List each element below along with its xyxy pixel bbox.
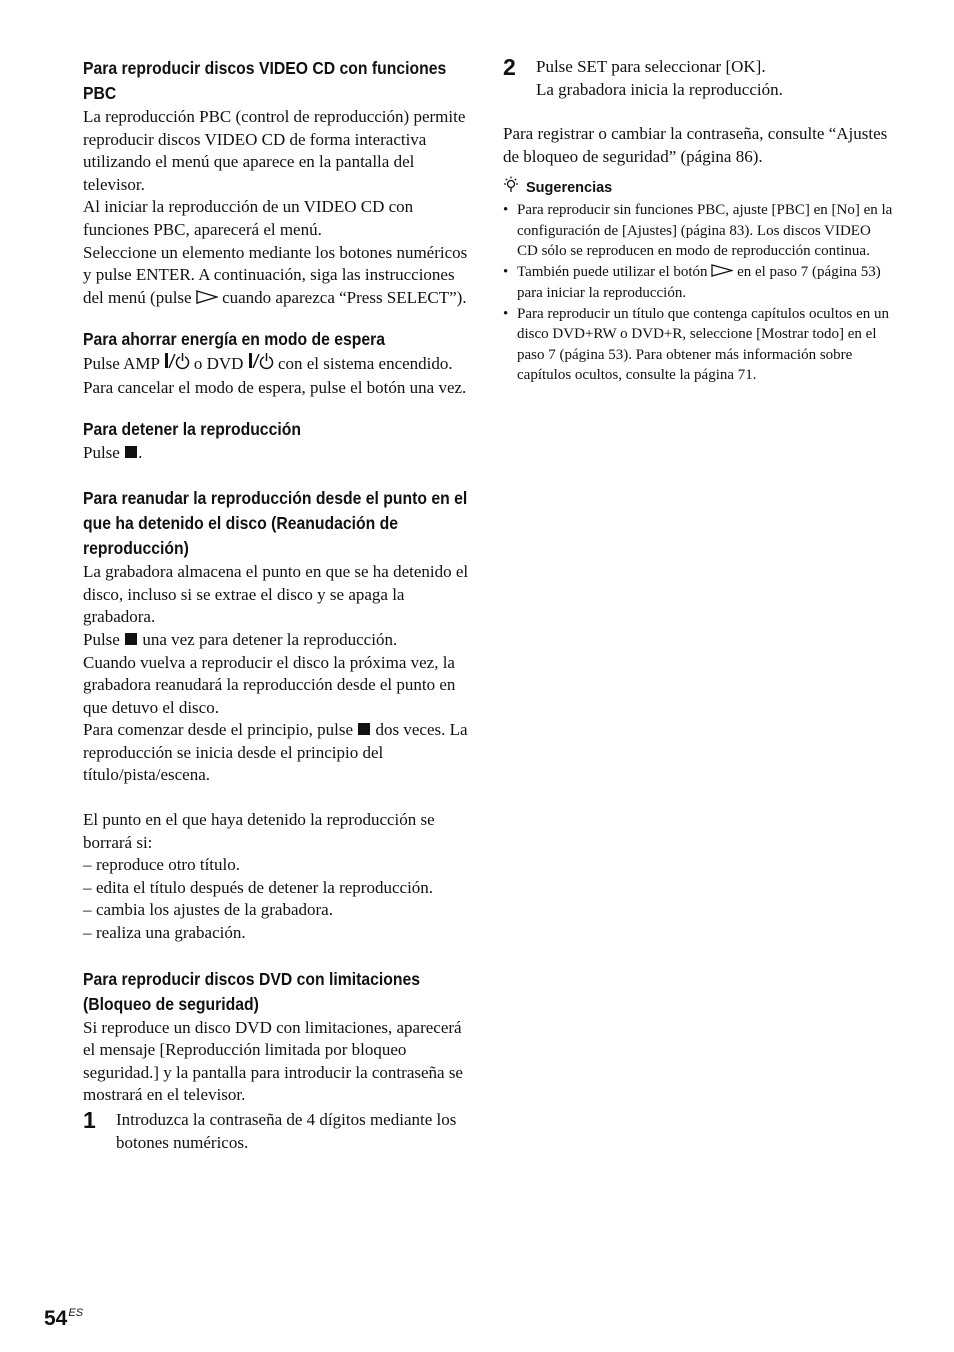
erase-intro: El punto en el que haya detenido la reproducción se borrará si:	[83, 810, 435, 852]
dash-marker: –	[83, 923, 92, 943]
lock-paragraph: Si reproduce un disco DVD con limitaciones, aparecerá el mensaje [Reproducción limitada por bloqueo seguridad.] y la pantalla para introducir la contraseña se mostrará en el televisor.	[83, 1017, 463, 1105]
tip-text: Para reproducir un título que contenga capítulos ocultos en un disco DVD+RW o DVD+R, seleccione [Mostrar todo] en el paso 7 (página 53). Para obtener más información sobre capítulos ocultos, consulte la página 71.	[517, 305, 889, 384]
stop-text-a: Pulse	[83, 442, 120, 462]
page-number-value: 54	[44, 1307, 68, 1330]
bullet-marker: •	[503, 305, 509, 322]
step-text: Introduzca la contraseña de 4 dígitos mediante los botones numéricos.	[116, 1110, 457, 1152]
play-triangle-icon	[196, 288, 218, 311]
list-item	[83, 922, 469, 945]
tip-2-end: en el paso 7 (página 53) para iniciar la reproducción.	[517, 263, 881, 302]
lock-heading: Para reproducir discos DVD con limitaciones (Bloqueo de seguridad)	[83, 968, 420, 1014]
step-number: 1	[83, 1107, 96, 1133]
stop-square-icon	[358, 723, 370, 735]
lightbulb-icon	[503, 176, 526, 200]
energy-text-a: Pulse AMP	[83, 354, 160, 374]
left-column	[83, 56, 469, 1154]
pbc-paragraph-2: Al iniciar la reproducción de un VIDEO CD con funciones PBC, aparecerá el menú.	[83, 197, 414, 239]
dash-marker: –	[83, 855, 92, 875]
energy-heading: Para ahorrar energía en modo de espera	[83, 329, 386, 350]
list-item	[83, 877, 469, 900]
page-number	[44, 1300, 83, 1332]
list-item-text: cambia los ajustes de la grabadora.	[96, 900, 333, 920]
list-item-text: realiza una grabación.	[96, 923, 246, 943]
list-item-text: reproduce otro título.	[96, 855, 240, 875]
pbc-heading: Para reproducir discos VIDEO CD con funciones PBC	[83, 58, 447, 103]
resume-text-2a: Pulse	[83, 629, 120, 649]
pbc-paragraph-1: La reproducción PBC (control de reproducción) permite reproducir discos VIDEO CD de forma interactiva utilizando el menú que aparece en la pantalla del televisor.	[83, 107, 466, 194]
tip-item	[503, 304, 893, 386]
step-2-line-1: Pulse SET para seleccionar [OK].	[536, 57, 766, 76]
step-1	[83, 1109, 469, 1154]
right-column	[503, 56, 893, 386]
tip-2-start: También puede utilizar el botón	[517, 263, 708, 280]
list-item	[83, 854, 469, 877]
bullet-marker: •	[503, 202, 509, 219]
energy-text-c: con el sistema encendido. Para cancelar el modo de espera, pulse el botón una vez.	[83, 354, 467, 397]
play-triangle-icon	[711, 263, 733, 284]
pbc-paragraph-3-start: Seleccione un elemento mediante los botones numéricos y pulse ENTER. A continuación, siga las instrucciones del menú (pulse	[83, 242, 468, 307]
resume-heading: Para reanudar la reproducción desde el punto en el que ha detenido el disco (Reanudación de reproducción)	[83, 488, 468, 559]
stop-paragraph	[83, 442, 469, 465]
energy-text-b: o DVD	[193, 354, 244, 374]
register-paragraph: Para registrar o cambiar la contraseña, consulte “Ajustes de bloqueo de seguridad” (página 86).	[503, 124, 888, 166]
step-text	[536, 56, 783, 101]
list-item-text: edita el título después de detener la reproducción.	[96, 877, 434, 897]
resume-paragraph-4	[83, 719, 469, 787]
tips-header	[503, 176, 893, 200]
resume-text-4a: Para comenzar desde el principio, pulse	[83, 720, 354, 740]
stop-heading: Para detener la reproducción	[83, 418, 301, 439]
tips-heading: Sugerencias	[526, 180, 613, 197]
power-standby-icon	[248, 352, 274, 377]
tip-item	[503, 262, 893, 304]
energy-paragraph	[83, 352, 469, 399]
page-language-code: ES	[68, 1307, 84, 1319]
step-2	[503, 56, 893, 101]
dash-marker: –	[83, 877, 92, 897]
list-item	[83, 899, 469, 922]
resume-text-2b: una vez para detener la reproducción.	[142, 629, 398, 649]
bullet-marker: •	[503, 263, 509, 280]
stop-square-icon	[125, 633, 137, 645]
resume-paragraph-3: Cuando vuelva a reproducir el disco la próxima vez, la grabadora reanudará la reproducción desde el punto en que detuvo el disco.	[83, 652, 456, 717]
dash-marker: –	[83, 900, 92, 920]
resume-paragraph-2	[83, 629, 469, 652]
power-standby-icon	[164, 352, 190, 377]
pbc-paragraph-3-end: cuando aparezca “Press SELECT”).	[222, 287, 467, 307]
stop-text-b: .	[138, 442, 143, 462]
pbc-paragraph-3	[83, 242, 469, 311]
step-2-line-2: La grabadora inicia la reproducción.	[536, 79, 783, 99]
step-number: 2	[503, 54, 516, 80]
tip-text	[517, 262, 893, 304]
stop-square-icon	[125, 446, 137, 458]
tip-text: Para reproducir sin funciones PBC, ajuste [PBC] en [No] en la configuración de [Ajustes] (página 83). Los discos VIDEO CD sólo se reproducen en modo de reproducción continua.	[517, 202, 893, 260]
resume-paragraph-1: La grabadora almacena el punto en que se ha detenido el disco, incluso si se extrae el disco y se apaga la grabadora.	[83, 562, 469, 627]
resume-text-4b: dos veces. La reproducción se inicia desde el principio del título/pista/escena.	[83, 720, 468, 785]
tip-item	[503, 200, 893, 262]
